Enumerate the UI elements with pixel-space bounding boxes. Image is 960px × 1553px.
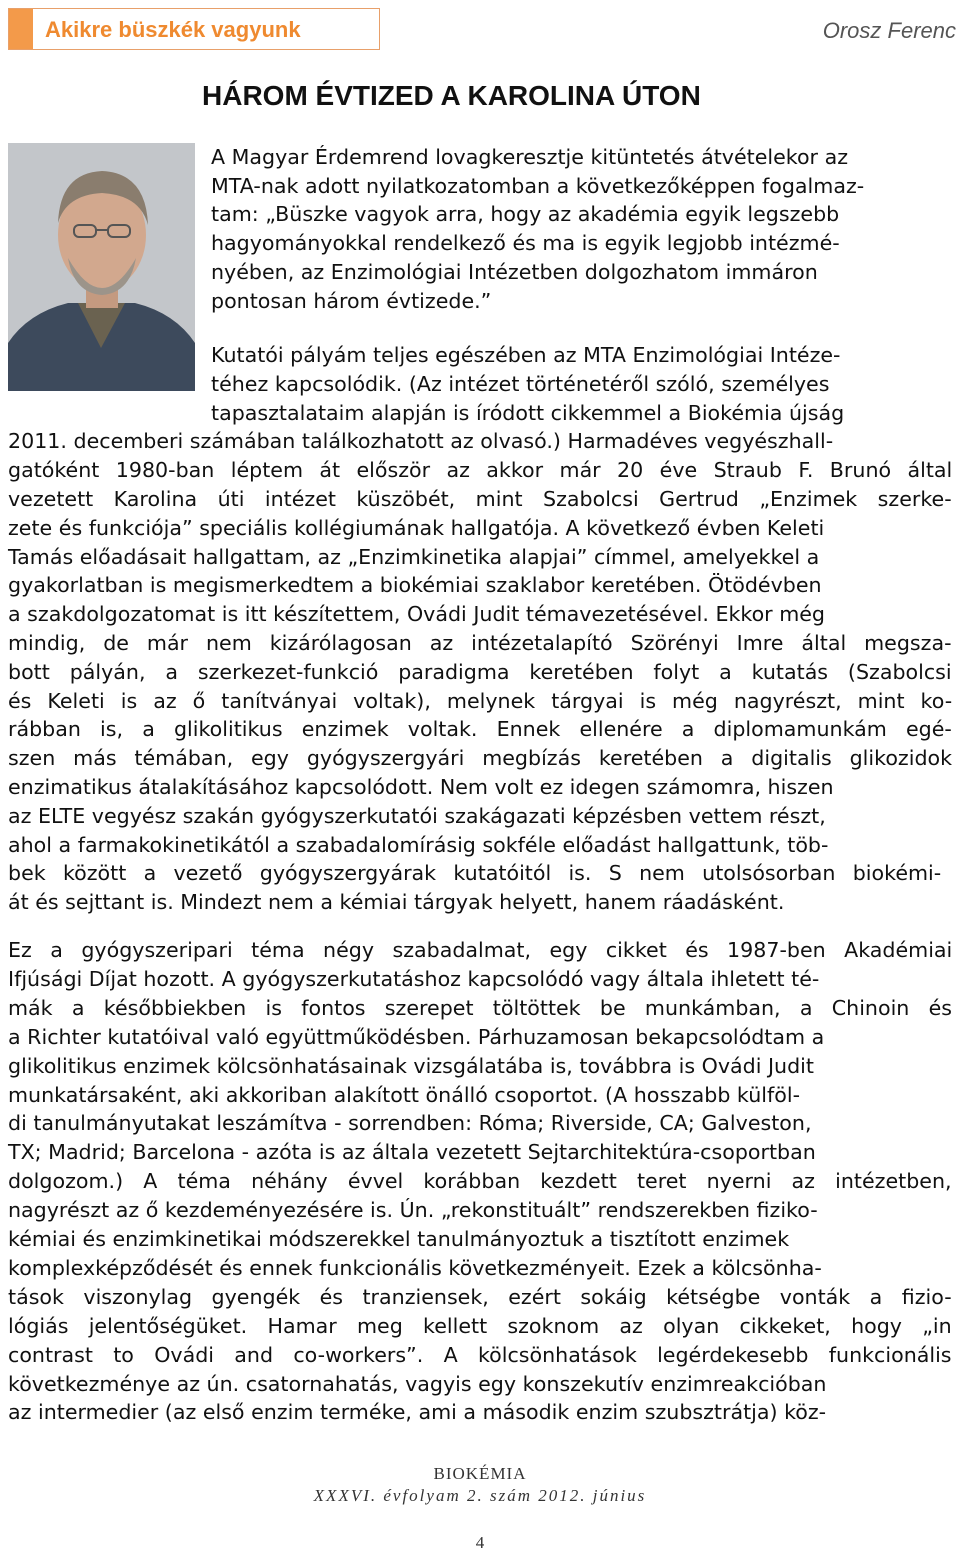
paragraph-line: TX; Madrid; Barcelona - azóta is az általa vezetett Sejtarchitektúra-csoportban bbox=[8, 1140, 816, 1165]
paragraph-line: tam: „Büszke vagyok arra, hogy az akadémia egyik legszebb bbox=[211, 202, 840, 227]
paragraph-line: a szakdolgozatomat is itt készítettem, Ovádi Judit témavezetésével. Ekkor még bbox=[8, 602, 825, 627]
paragraph-line: lógiás jelentőségüket. Hamar meg kellett szoknom az olyan cikkeket, hogy „in bbox=[8, 1313, 952, 1338]
paragraph-line: az ELTE vegyész szakán gyógyszerkutatói szakágazati képzésben vettem részt, bbox=[8, 803, 826, 828]
footer-journal: BIOKÉMIA bbox=[433, 1464, 527, 1483]
section-accent-bar bbox=[9, 9, 33, 49]
paragraph-line: dolgozom.) A téma néhány évvel korábban kezdett teret nyerni az intézetben, bbox=[8, 1169, 952, 1194]
article-title: HÁROM ÉVTIZED A KAROLINA ÚTON bbox=[202, 80, 701, 111]
paragraph-line: pontosan három évtizede.” bbox=[211, 288, 492, 313]
paragraph-line: nagyrészt az ő kezdeményezésére is. Ún. „rekonstituált” rendszerekben fiziko- bbox=[8, 1198, 818, 1223]
paragraph-line: A Magyar Érdemrend lovagkeresztje kitüntetés átvételekor az bbox=[211, 145, 848, 169]
paragraph-line: tások viszonylag gyengék és tranziensek, ezért sokáig kétségbe vonták a fizio- bbox=[8, 1284, 952, 1309]
paragraph-line: kémiai és enzimkinetikai módszerekkel tanulmányoztuk a tisztított enzimek bbox=[8, 1227, 790, 1251]
paragraph-line: és Keleti is az ő tanítványai voltak), melynek tárgyai is még nagyrészt, mint ko- bbox=[8, 688, 953, 713]
paragraph-line: gatóként 1980-ban léptem át először az akkor már 20 éve Straub F. Brunó által bbox=[8, 458, 953, 483]
paragraph-line: ahol a farmakokinetikától a szabadalomírásig sokféle előadást hallgattunk, töb- bbox=[8, 832, 829, 857]
portrait-photo-icon bbox=[8, 143, 195, 391]
paragraph-line: 2011. decemberi számában találkozhatott az olvasó.) Harmadéves vegyészhall- bbox=[8, 429, 834, 454]
paragraph-line: di tanulmányutakat leszámítva - sorrendben: Róma; Riverside, CA; Galveston, bbox=[8, 1111, 812, 1136]
paragraph-line: enzimatikus átalakításához kapcsolódott. Nem volt ez idegen számomra, hiszen bbox=[8, 775, 834, 799]
paragraph-line: mindig, de már nem kizárólagosan az intézetalapító Szörényi Imre által megsza- bbox=[8, 631, 952, 655]
paragraph-line: bott pályán, a szerkezet-funkció paradigma keretében folyt a kutatás (Szabolcsi bbox=[8, 659, 952, 684]
paragraph-line: vezetett Karolina úti intézet küszöbét, mint Szabolcsi Gertrud „Enzimek szerke- bbox=[8, 487, 952, 511]
paragraph-line: komplexképződését és ennek funkcionális következményeit. Ezek a kölcsönha- bbox=[8, 1255, 822, 1280]
section-label: Akikre büszkék vagyunk bbox=[45, 17, 301, 42]
paragraph-line: következménye az ún. csatornahatás, vagyis egy konszekutív enzimreakcióban bbox=[8, 1371, 827, 1396]
footer-issue: XXXVI. évfolyam 2. szám 2012. június bbox=[313, 1486, 647, 1505]
author-name: Orosz Ferenc bbox=[822, 18, 956, 43]
paragraph-line: át és sejttant is. Mindezt nem a kémiai tárgyak helyett, hanem ráadásként. bbox=[8, 890, 785, 915]
paragraph-line: a Richter kutatóival való együttműködésben. Párhuzamosan bekapcsolódtam a bbox=[8, 1024, 825, 1049]
paragraph-line: tapasztalataim alapján is íródott cikkemmel a Biokémia újság bbox=[211, 400, 845, 425]
portrait-photo bbox=[8, 143, 195, 391]
page-number: 4 bbox=[475, 1533, 485, 1552]
paragraph-line: Tamás előadásait hallgattam, az „Enzimkinetika alapjai” címmel, amelyekkel a bbox=[8, 544, 820, 569]
paragraph-line: contrast to Ovádi and co-workers”. A kölcsönhatások legérdekesebb funkcionális bbox=[8, 1342, 952, 1367]
paragraph-line: hagyományokkal rendelkező és ma is egyik legjobb intézmé- bbox=[211, 231, 840, 256]
paragraph-line: munkatársaként, aki akkoriban alakított önálló csoportot. (A hosszabb külföl- bbox=[8, 1082, 801, 1107]
paragraph-line: mák a későbbiekben is fontos szerepet töltöttek be munkámban, a Chinoin és bbox=[8, 995, 953, 1020]
paragraph-line: téhez kapcsolódik. (Az intézet történetéről szóló, személyes bbox=[211, 371, 830, 396]
section-tab bbox=[8, 8, 380, 50]
paragraph-line: Ez a gyógyszeripari téma négy szabadalmat, egy cikket és 1987-ben Akadémiai bbox=[8, 938, 953, 962]
paragraph-line: rábban is, a glikolitikus enzimek voltak. Ennek ellenére a diplomamunkám egé- bbox=[8, 717, 952, 742]
paragraph-line: glikolitikus enzimek kölcsönhatásainak vizsgálatába is, továbbra is Ovádi Judit bbox=[8, 1053, 814, 1078]
paragraph-line: szen más témában, egy gyógyszergyári megbízás keretében a digitalis glikozidok bbox=[8, 746, 953, 771]
paragraph-line: MTA-nak adott nyilatkozatomban a következőképpen fogalmaz- bbox=[211, 173, 865, 198]
paragraph-line: bek között a vezető gyógyszergyárak kutatóitól is. S nem utolsósorban biokémi- bbox=[8, 861, 942, 886]
paragraph-line: Kutatói pályám teljes egészében az MTA Enzimológiai Intéze- bbox=[211, 343, 841, 367]
paragraph-line: zete és funkciója” speciális kollégiumának hallgatója. A következő évben Keleti bbox=[8, 515, 825, 540]
paragraph-line: nyében, az Enzimológiai Intézetben dolgozhatom immáron bbox=[211, 259, 818, 284]
paragraph-line: gyakorlatban is megismerkedtem a biokémiai szaklabor keretében. Ötödévben bbox=[8, 573, 822, 598]
paragraph-line: Ifjúsági Díjat hozott. A gyógyszerkutatáshoz kapcsolódó vagy általa ihletett té- bbox=[8, 966, 820, 991]
paragraph-line: az intermedier (az első enzim terméke, ami a második enzim szubsztrátja) köz- bbox=[8, 1400, 827, 1425]
